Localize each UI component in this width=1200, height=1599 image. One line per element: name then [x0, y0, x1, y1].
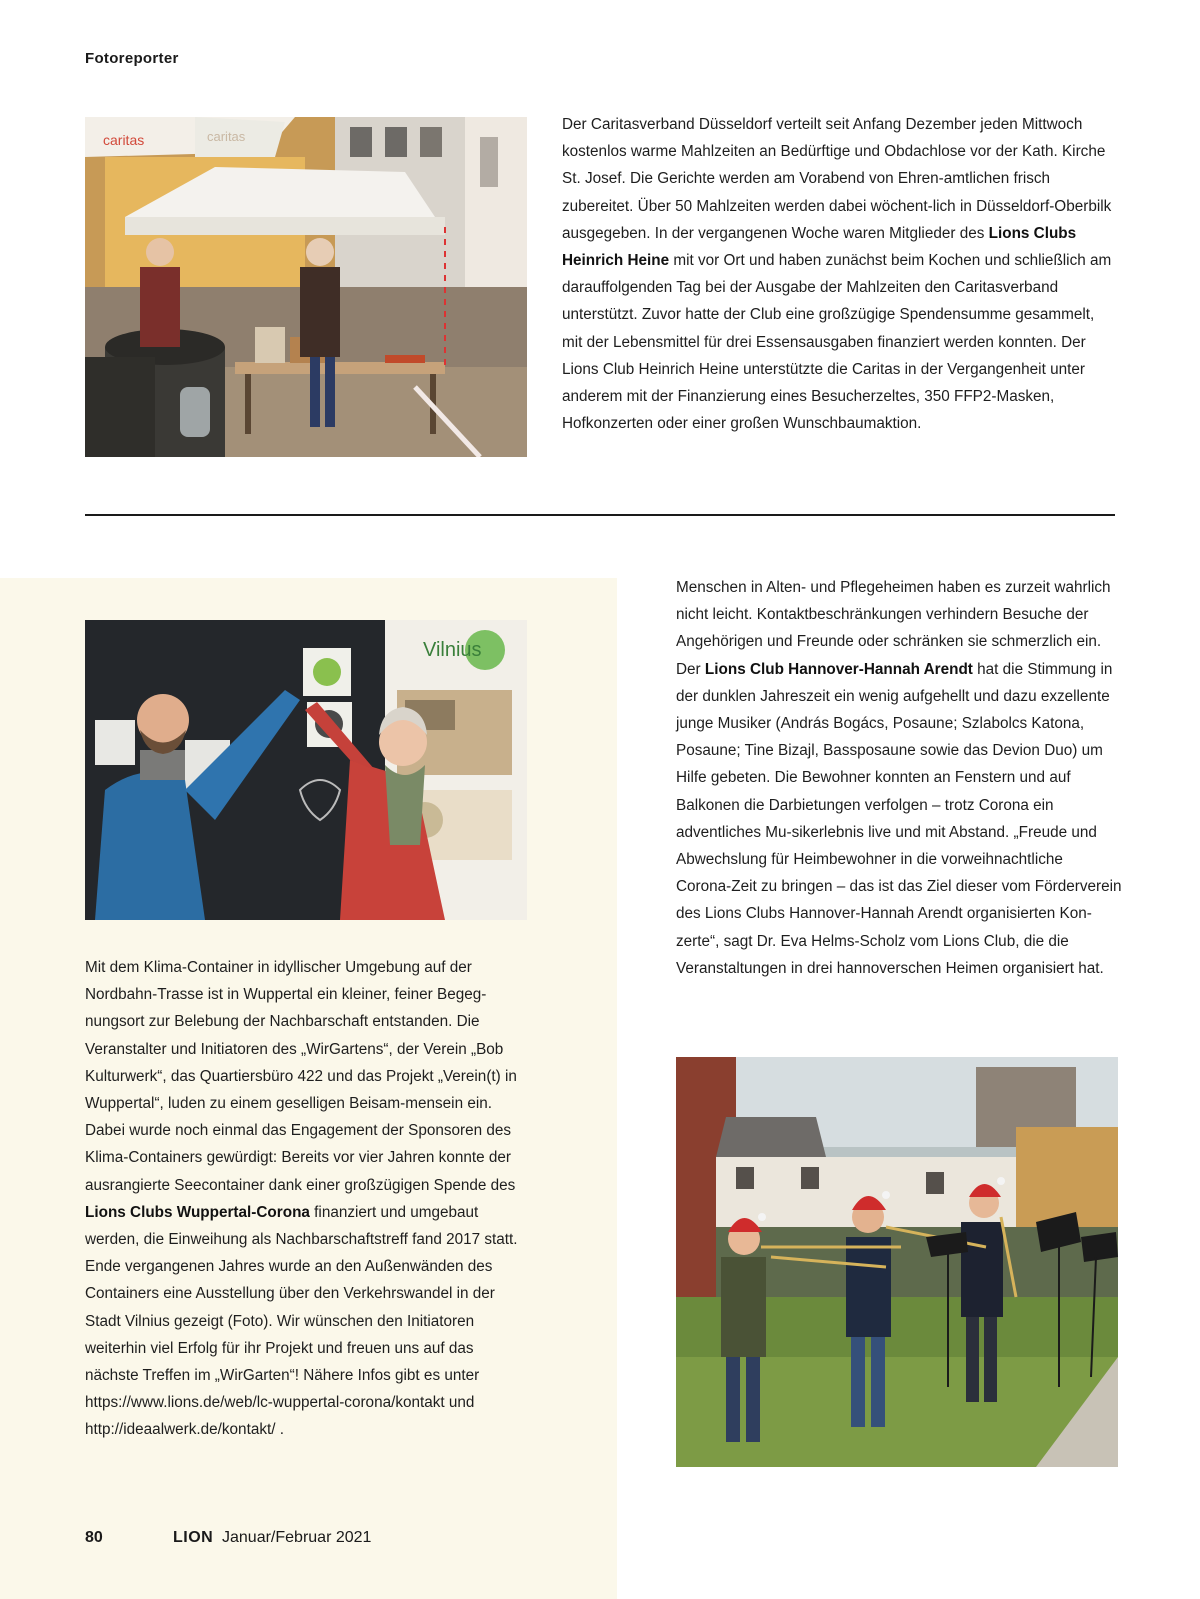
article-caritas-segment: mit vor Ort und haben zunächst beim Kochen und schließlich am darauffolgenden Tag bei der Ausgabe der Mahlzeiten den Caritasverband unterstützt. Zuvor hatte der Club eine großzügige Spendensumme gesammelt, mit der Lebensmittel für drei Essensausgaben finanziert werden konnten. Der Lions Club Heinrich Heine unterstützte die Caritas in der Vergangenheit unter anderem mit der Finanzierung eines Besucherzeltes, 350 FFP2-Masken, Hofkonzerten oder einer großen Wunschbaumaktion.	[562, 252, 1112, 433]
article-caritas-text	[562, 111, 1114, 437]
article-hannover-segment: hat die Stimmung in der dunklen Jahreszeit ein wenig aufgehellt und dazu exzellente junge Musiker (András Bogács, Posaune; Szlabolcs Katona, Posaune; Tine Bizajl, Bassposaune sowie das Devion Duo) um Hilfe gebeten. Die Bewohner konnten an Fenstern und auf Balkonen die Darbietungen verfolgen – trotz Corona ein adventliches Mu-sikerlebnis live und mit Abstand. „Freude und Abwechslung für Heimbewohner in die vorweihnachtliche Corona-Zeit zu bringen – das ist das Ziel dieser vom Förderverein des Lions Clubs Hannover-Hannah Arendt organisierten Kon-zerte“, sagt Dr. Eva Helms-Scholz vom Lions Club, die die Veranstaltungen in drei hannoverschen Heimen organisiert hat.	[676, 660, 1122, 977]
article-hannover-text	[676, 574, 1122, 982]
section-label: Fotoreporter	[85, 50, 179, 67]
article-wuppertal-segment: Mit dem Klima-Container in idyllischer Umgebung auf der Nordbahn-Trasse ist in Wuppertal ein kleiner, feiner Begeg-nungsort zur Belebung der Nachbarschaft entstanden. Die Veranstalter und Initiatoren des „WirGartens“, der Verein „Bob Kulturwerk“, das Quartiersbüro 422 und das Projekt „Verein(t) in Wuppertal“, luden zu einem geselligen Beisam-mensein ein. Dabei wurde noch einmal das Engagement der Sponsoren des Klima-Containers gewürdigt: Bereits vor vier Jahren konnte der ausrangierte Seecontainer dank einer großzügigen Spende des	[85, 959, 517, 1194]
article-hannover-segment: Menschen in Alten- und Pflegeheimen haben es zurzeit wahrlich nicht leicht. Kontaktbeschränkungen verhindern Besuche der Angehörigen und Freunde oder schränken sie schmerzlich ein. Der	[676, 579, 1111, 678]
article-wuppertal-text	[85, 954, 525, 1444]
vilnius-poster-title: Vilnius	[423, 639, 482, 661]
trombone-concert-photo-illustration	[676, 1057, 1118, 1467]
caritas-photo	[85, 117, 527, 457]
magazine-name: LION	[173, 1529, 214, 1546]
caritas-photo-illustration	[85, 117, 527, 457]
trombone-concert-photo	[676, 1057, 1118, 1467]
caritas-sign-text-1: caritas	[103, 132, 145, 148]
article-wuppertal-segment: finanziert und umgebaut werden, die Einweihung als Nachbarschaftstreff fand 2017 statt. Ende vergangenen Jahres wurde an den Außenwänden des Containers eine Ausstellung über den Verkehrswandel in der Stadt Vilnius gezeigt (Foto). Wir wünschen den Initiatoren weiterhin viel Erfolg für ihr Projekt und freuen uns auf das nächste Treffen im „WirGarten“! Nähere Infos gibt es unter https://www.lions.de/web/lc-wuppertal-corona/kontakt und http://ideaalwerk.de/kontakt/ .	[85, 1203, 518, 1439]
article-caritas-segment: Der Caritasverband Düsseldorf verteilt seit Anfang Dezember jeden Mittwoch kostenlos warme Mahlzeiten an Bedürftige und Obdachlose vor der Kath. Kirche St. Josef. Die Gerichte werden am Vorabend von Ehren-amtlichen frisch zubereitet. Über 50 Mahlzeiten werden dabei wöchent-lich in Düsseldorf-Oberbilk ausgegeben. In der vergangenen Woche waren Mitglieder des	[562, 116, 1112, 242]
issue-date: Januar/Februar 2021	[222, 1529, 372, 1546]
klima-container-photo-illustration	[85, 620, 527, 920]
article-wuppertal-club-name: Lions Clubs Wuppertal-Corona	[85, 1203, 310, 1221]
caritas-sign-text-2: caritas	[207, 129, 246, 144]
page-number: 80	[85, 1529, 103, 1546]
klima-container-photo	[85, 620, 527, 920]
article-hannover-club-name: Lions Club Hannover-Hannah Arendt	[704, 660, 973, 678]
article-caritas-club-name: Lions Clubs Heinrich Heine	[562, 224, 1077, 270]
section-divider	[85, 514, 1115, 516]
